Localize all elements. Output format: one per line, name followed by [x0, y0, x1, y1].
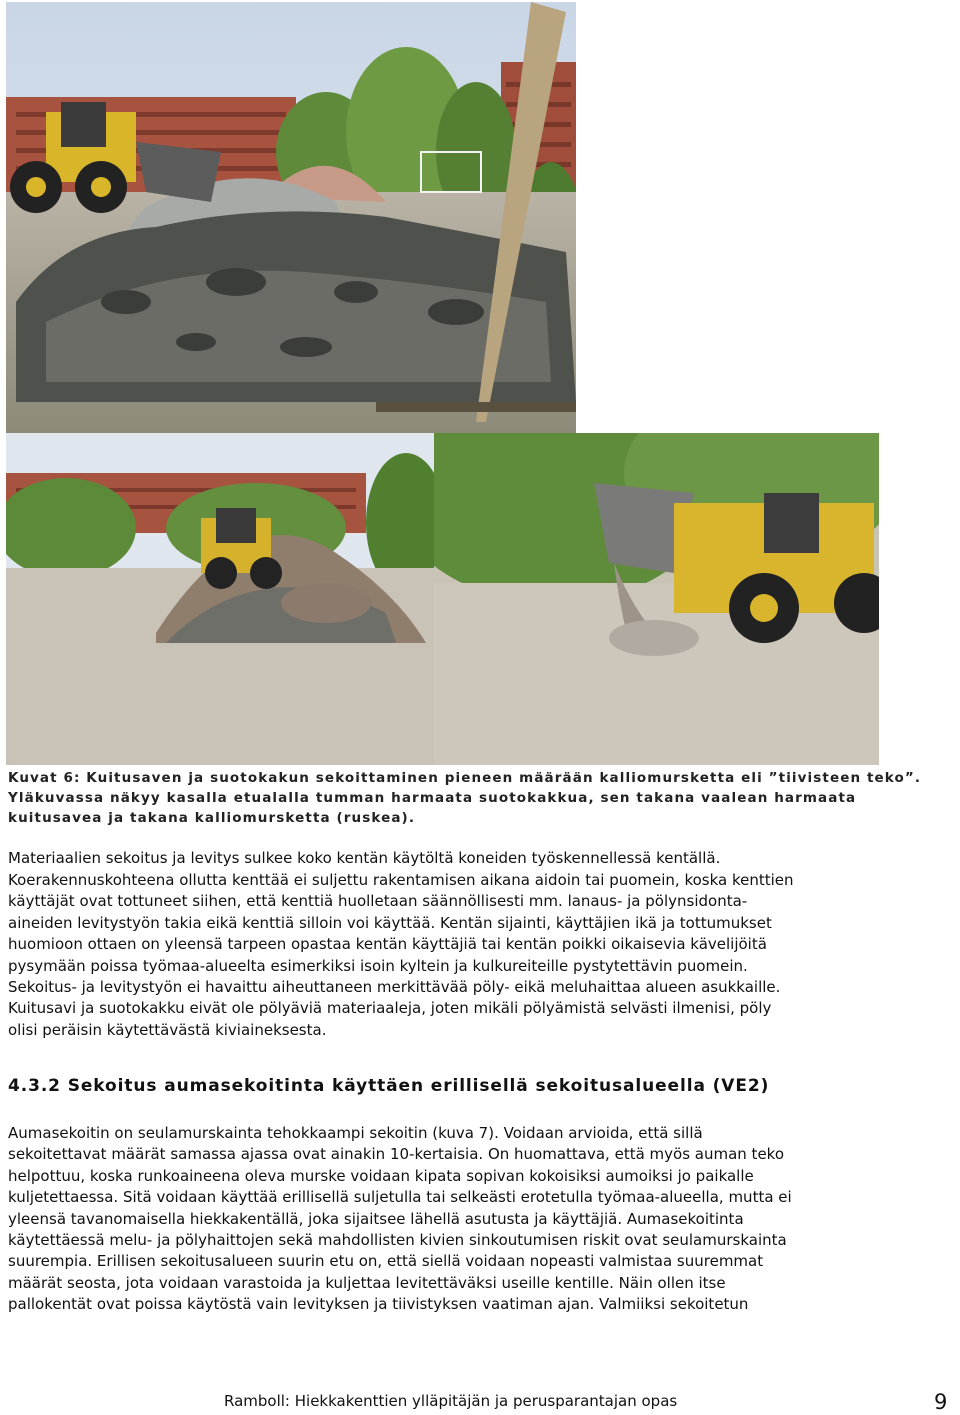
text-line: Aumasekoitin on seulamurskainta tehokkaampi sekoitin (kuva 7). Voidaan arvioida, että sillä: [8, 1124, 703, 1142]
text-line: Sekoitus- ja levitystyön ei havaittu aiheuttaneen merkittävää pöly- eikä meluhaittaa alueen asukkaille.: [8, 978, 781, 997]
text-line: olisi peräisin käytettävästä kiviaineksesta.: [8, 1020, 327, 1039]
text-line: aineiden levitystyön takia eikä kenttiä silloin voi käyttää. Kentän sijainti, käyttäjien ikä ja tottumukset: [8, 913, 772, 932]
text-line: määrät seosta, jota voidaan varastoida ja kuljettaa levitettäväksi useille kentille. Näin ollen itse: [8, 1273, 726, 1292]
text-line: käyttäjät ovat tottuneet siihen, että kenttiä huolletaan säännöllisesti mm. lanaus- ja pölynsidonta-: [8, 892, 748, 911]
text-line: käytettäessä melu- ja pölyhaittojen sekä mahdollisten kivien sinkoutumisen riskit ovat seulamurskainta: [8, 1231, 787, 1250]
caption-line: Kuvat 6: Kuitusaven ja suotokakun sekoittaminen pieneen määrään kalliomursketta eli ”tiivisteen teko”.: [8, 770, 922, 786]
page-number: 9: [934, 1390, 948, 1414]
paragraph-1: [8, 848, 952, 869]
text-line: huomioon ottaen on yleensä tarpeen opastaa kentän käyttäjiä tai kentän poikki oikaisevia kävelijöitä: [8, 935, 767, 954]
text-line: sekoitettavat määrät samassa ajassa ovat ainakin 10-kertaisia. On huomattava, että myös auman teko: [8, 1145, 785, 1164]
text-line: Kuitusavi ja suotokakku eivät ole pölyäviä materiaaleja, joten mikäli pölyämistä selvästi ilmenisi, pöly: [8, 999, 772, 1018]
photo-bottom-left: [6, 433, 434, 765]
section-heading: 4.3.2 Sekoitus aumasekoitinta käyttäen erillisellä sekoitusalueella (VE2): [8, 1076, 770, 1096]
paragraph-2: [8, 870, 952, 1041]
paragraph-3: [8, 1123, 952, 1316]
text-line: helpottuu, koska runkoaineena oleva murske voidaan kipata sopivan kokoisiksi aumoiksi jo paikalle: [8, 1166, 754, 1185]
text-line: suurempia. Erillisen sekoitusalueen suurin etu on, että siellä voidaan nopeasti valmistaa suuremmat: [8, 1252, 764, 1271]
text-line: Koerakennuskohteena ollutta kenttää ei suljettu rakentamisen aikana aidoin tai puomein, koska kenttien: [8, 871, 794, 889]
text-line: pallokentät ovat poissa käytöstä vain levityksen ja tiivistyksen vaatiman ajan. Valmiiksi sekoitetun: [8, 1295, 749, 1314]
figure-caption: [8, 768, 948, 828]
photo-top: [6, 2, 576, 433]
caption-line: Yläkuvassa näkyy kasalla etualalla tumman harmaata suotokakkua, sen takana vaalean harmaata: [8, 790, 857, 806]
caption-line: kuitusavea ja takana kalliomursketta (ruskea).: [8, 810, 416, 826]
page-footer: Ramboll: Hiekkakenttien ylläpitäjän ja perusparantajan opas: [224, 1392, 678, 1410]
text-line: yleensä tavanomaisella hiekkakentällä, joka sijaitsee lähellä asutusta ja käyttäjiä. Aumasekoitinta: [8, 1209, 744, 1228]
photo-bottom-right: [434, 433, 879, 765]
text-line: pysymään poissa työmaa-alueelta esimerkiksi isoin kyltein ja kulkureiteille pystytettävin puomein.: [8, 956, 748, 975]
text-line: Materiaalien sekoitus ja levitys sulkee koko kentän käytöltä koneiden työskennellessä kentällä.: [8, 849, 721, 867]
text-line: kuljetettaessa. Sitä voidaan käyttää erillisellä suljetulla tai selkeästi erotetulla työmaa-alueella, mutta ei: [8, 1188, 792, 1207]
